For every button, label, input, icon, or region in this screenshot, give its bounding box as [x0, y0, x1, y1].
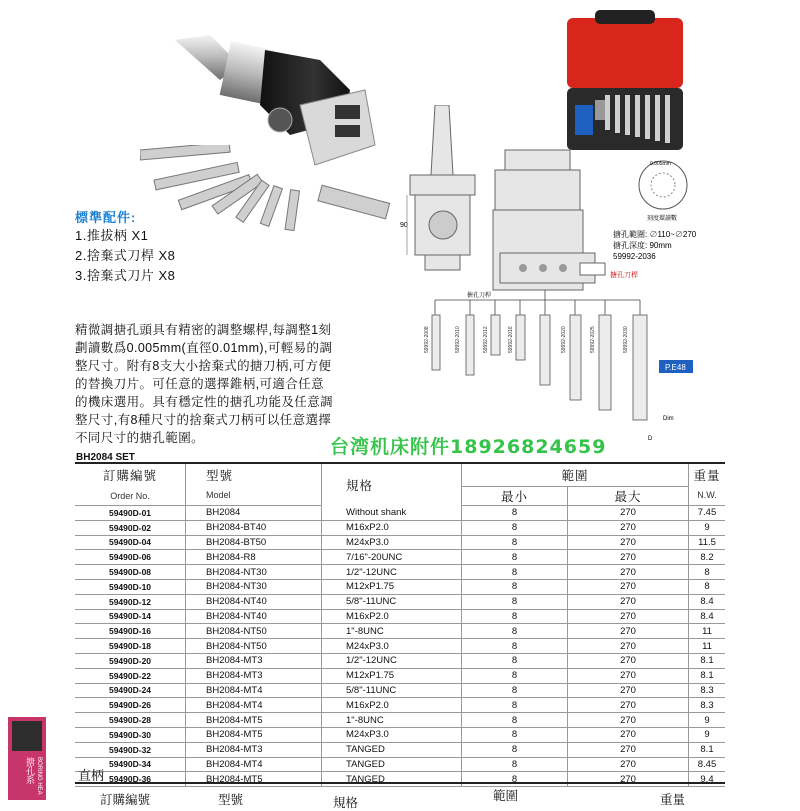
table-row	[75, 624, 725, 639]
straight-shank-table-header	[75, 782, 725, 810]
table-row	[75, 609, 725, 624]
table-row	[75, 757, 725, 772]
bar-label-red: 搪孔刀桿	[610, 272, 638, 279]
pe-badge: P.E48	[665, 363, 686, 372]
cell-min: 8	[462, 683, 568, 698]
cell-max: 270	[568, 683, 689, 698]
cell-model: BH2084-MT3	[186, 668, 322, 683]
cell-model: BH2084	[186, 506, 322, 521]
bottom-header-weight: 重量	[660, 793, 686, 807]
cell-min: 8	[462, 550, 568, 565]
cell-spec: 5/8"-11UNC	[322, 594, 462, 609]
cell-weight: 8	[689, 579, 726, 594]
cell-min: 8	[462, 609, 568, 624]
cell-order-no: 59490D-14	[75, 609, 186, 624]
cell-min: 8	[462, 727, 568, 742]
cell-order-no: 59490D-18	[75, 639, 186, 654]
cell-model: BH2084-MT4	[186, 698, 322, 713]
table-row	[75, 535, 725, 550]
cell-min: 8	[462, 624, 568, 639]
header-spec: 規格	[346, 478, 374, 493]
cell-min: 8	[462, 653, 568, 668]
table-row	[75, 565, 725, 580]
cell-weight: 8.3	[689, 698, 726, 713]
dial-value: 0.005mm	[650, 161, 671, 167]
header-order-en: Order No.	[110, 490, 150, 501]
cell-spec: TANGED	[322, 742, 462, 757]
cell-model: BH2084-R8	[186, 550, 322, 565]
cell-model: BH2084-MT4	[186, 757, 322, 772]
cell-weight: 9	[689, 727, 726, 742]
cell-spec: M16xP2.0	[322, 609, 462, 624]
table-row	[75, 698, 725, 713]
boring-bars-photo	[140, 145, 400, 240]
cell-model: BH2084-MT5	[186, 727, 322, 742]
cell-min: 8	[462, 594, 568, 609]
cell-spec: 1"-8UNC	[322, 624, 462, 639]
bar-code-1: 59992-2008	[424, 326, 430, 353]
header-max: 最大	[614, 490, 642, 504]
spec-table-body	[75, 506, 725, 787]
side-tab-icon	[12, 721, 42, 751]
cell-order-no: 59490D-36	[75, 772, 186, 787]
technical-drawing	[395, 105, 710, 455]
cell-max: 270	[568, 624, 689, 639]
table-row	[75, 742, 725, 757]
table-row	[75, 594, 725, 609]
cell-order-no: 59490D-26	[75, 698, 186, 713]
table-row	[75, 713, 725, 728]
cell-max: 270	[568, 727, 689, 742]
cell-max: 270	[568, 609, 689, 624]
cell-order-no: 59490D-24	[75, 683, 186, 698]
table-row	[75, 668, 725, 683]
cell-max: 270	[568, 653, 689, 668]
cell-weight: 7.45	[689, 506, 726, 521]
spec-range: 搪孔範圍: ∅110~∅270	[613, 230, 697, 239]
description-line: 不同尺寸的搪孔範圍。	[75, 431, 205, 445]
description-line: 整尺寸。附有8支大小捨棄式的搪刀柄,可方便	[75, 359, 332, 373]
cell-max: 270	[568, 772, 689, 787]
cell-spec: 1/2"-12UNC	[322, 653, 462, 668]
description-line: 的替換刀片。可任意的選擇錐柄,可適合任意	[75, 377, 324, 391]
header-model-en: Model	[206, 490, 231, 501]
bar-label: 搪孔刀桿	[467, 293, 492, 299]
cell-min: 8	[462, 535, 568, 550]
cell-order-no: 59490D-01	[75, 506, 186, 521]
bar-code-3: 59992-2012	[483, 326, 489, 353]
cell-weight: 9	[689, 713, 726, 728]
description-line: 劃讀數爲0.005mm(直徑0.01mm),可輕易的調	[75, 341, 333, 355]
cell-weight: 8.1	[689, 742, 726, 757]
cell-spec: TANGED	[322, 757, 462, 772]
description-line: 的機床選用。具有穩定性的搪孔功能及任意調	[75, 395, 334, 409]
cell-spec: M16xP2.0	[322, 698, 462, 713]
description-line: 精微調搪孔頭具有精密的調整螺桿,每調整1刻	[75, 323, 332, 337]
cell-min: 8	[462, 565, 568, 580]
cell-model: BH2084-NT50	[186, 639, 322, 654]
cell-order-no: 59490D-02	[75, 520, 186, 535]
bottom-header-order: 訂購編號	[100, 793, 151, 807]
cell-order-no: 59490D-06	[75, 550, 186, 565]
table-row	[75, 727, 725, 742]
cell-order-no: 59490D-04	[75, 535, 186, 550]
cell-order-no: 59490D-12	[75, 594, 186, 609]
cell-max: 270	[568, 639, 689, 654]
cell-max: 270	[568, 520, 689, 535]
straight-shank-title: 直柄	[78, 768, 105, 783]
cell-order-no: 59490D-32	[75, 742, 186, 757]
cell-max: 270	[568, 757, 689, 772]
cell-model: BH2084-MT5	[186, 713, 322, 728]
dial-label: 刻度環讀數	[647, 216, 678, 222]
cell-min: 8	[462, 757, 568, 772]
cell-weight: 8.4	[689, 594, 726, 609]
cell-spec: 1/2"-12UNC	[322, 565, 462, 580]
cell-min: 8	[462, 713, 568, 728]
header-order: 訂購編號	[102, 469, 157, 484]
cell-order-no: 59490D-34	[75, 757, 186, 772]
table-row	[75, 683, 725, 698]
side-tab-cn: 搪孔系	[25, 757, 35, 784]
cell-weight: 8.1	[689, 653, 726, 668]
cell-max: 270	[568, 594, 689, 609]
table-row	[75, 506, 725, 521]
cell-max: 270	[568, 698, 689, 713]
spec-depth: 搪孔深度: 90mm	[613, 241, 672, 250]
cell-model: BH2084-MT3	[186, 742, 322, 757]
cell-spec: M24xP3.0	[322, 727, 462, 742]
cell-min: 8	[462, 506, 568, 521]
cell-model: BH2084-NT30	[186, 579, 322, 594]
cell-model: BH2084-MT4	[186, 683, 322, 698]
cell-model: BH2084-NT30	[186, 565, 322, 580]
bottom-header-spec: 規格	[333, 796, 359, 810]
side-tab-en: BORING HEA	[36, 757, 42, 795]
cell-model: BH2084-MT3	[186, 653, 322, 668]
set-title: BH2084 SET	[76, 452, 135, 463]
cell-weight: 8.3	[689, 683, 726, 698]
header-min: 最小	[500, 490, 528, 504]
header-model: 型號	[206, 469, 234, 484]
dim-d: D	[648, 436, 653, 442]
contact-watermark: 台湾机床附件18926824659	[330, 436, 607, 458]
cell-spec: M12xP1.75	[322, 668, 462, 683]
table-row	[75, 653, 725, 668]
cell-order-no: 59490D-10	[75, 579, 186, 594]
cell-weight: 8.1	[689, 668, 726, 683]
cell-max: 270	[568, 668, 689, 683]
cell-min: 8	[462, 668, 568, 683]
cell-spec: 1"-8UNC	[322, 713, 462, 728]
cell-max: 270	[568, 506, 689, 521]
cell-weight: 8.2	[689, 550, 726, 565]
cell-order-no: 59490D-08	[75, 565, 186, 580]
cell-model: BH2084-NT40	[186, 609, 322, 624]
cell-min: 8	[462, 520, 568, 535]
section-side-tab	[8, 717, 46, 800]
cell-order-no: 59490D-16	[75, 624, 186, 639]
cell-model: BH2084-NT40	[186, 594, 322, 609]
cell-spec: M16xP2.0	[322, 520, 462, 535]
bottom-header-model: 型號	[218, 793, 244, 807]
cell-max: 270	[568, 565, 689, 580]
table-row	[75, 639, 725, 654]
cell-weight: 9	[689, 520, 726, 535]
cell-model: BH2084-MT5	[186, 772, 322, 787]
cell-order-no: 59490D-28	[75, 713, 186, 728]
bar-code-7: 59992-2030	[623, 326, 629, 353]
dim-dm: Dim	[663, 416, 674, 422]
bar-code-2: 59992-2010	[455, 326, 461, 353]
cell-max: 270	[568, 550, 689, 565]
description-line: 整尺寸,有8種尺寸的捨棄式刀柄可以任意選擇	[75, 413, 332, 427]
bottom-header-range: 範圍	[493, 789, 519, 803]
cell-min: 8	[462, 772, 568, 787]
cell-order-no: 59490D-30	[75, 727, 186, 742]
bar-code-5: 59992-2020	[561, 326, 567, 353]
cell-min: 8	[462, 698, 568, 713]
header-weight: 重量	[693, 469, 721, 484]
accessory-item: 2.捨棄式刀桿 X8	[75, 248, 176, 263]
cell-weight: 8.45	[689, 757, 726, 772]
cell-weight: 11	[689, 639, 726, 654]
cell-order-no: 59490D-20	[75, 653, 186, 668]
cell-weight: 8	[689, 565, 726, 580]
cell-weight: 11	[689, 624, 726, 639]
cell-min: 8	[462, 579, 568, 594]
spec-code: 59992-2036	[613, 252, 656, 261]
cell-spec: 5/8"-11UNC	[322, 683, 462, 698]
table-row	[75, 520, 725, 535]
cell-max: 270	[568, 579, 689, 594]
accessories-title: 標準配件:	[75, 210, 137, 225]
cell-min: 8	[462, 742, 568, 757]
cell-spec: M24xP3.0	[322, 535, 462, 550]
cell-spec: 7/16"-20UNC	[322, 550, 462, 565]
cell-weight: 8.4	[689, 609, 726, 624]
table-row	[75, 550, 725, 565]
bar-code-4: 59992-2016	[508, 326, 514, 353]
cell-model: BH2084-BT40	[186, 520, 322, 535]
cell-spec: M12xP1.75	[322, 579, 462, 594]
cell-spec: TANGED	[322, 772, 462, 787]
bar-code-6: 59992-2025	[590, 326, 596, 353]
header-weight-en: N.W.	[697, 490, 717, 501]
header-range: 範圍	[561, 469, 589, 483]
product-description	[75, 321, 420, 447]
cell-weight: 9.4	[689, 772, 726, 787]
cell-max: 270	[568, 713, 689, 728]
cell-spec: M24xP3.0	[322, 639, 462, 654]
cell-spec: Without shank	[322, 506, 462, 521]
accessory-item: 3.捨棄式刀片 X8	[75, 268, 176, 283]
cell-max: 270	[568, 742, 689, 757]
cell-weight: 11.5	[689, 535, 726, 550]
cell-max: 270	[568, 535, 689, 550]
dim-90-label: 90	[400, 222, 408, 229]
cell-min: 8	[462, 639, 568, 654]
cell-model: BH2084-BT50	[186, 535, 322, 550]
cell-model: BH2084-NT50	[186, 624, 322, 639]
cell-order-no: 59490D-22	[75, 668, 186, 683]
accessory-item: 1.推拔柄 X1	[75, 228, 149, 243]
spec-table	[75, 462, 725, 787]
table-row	[75, 579, 725, 594]
